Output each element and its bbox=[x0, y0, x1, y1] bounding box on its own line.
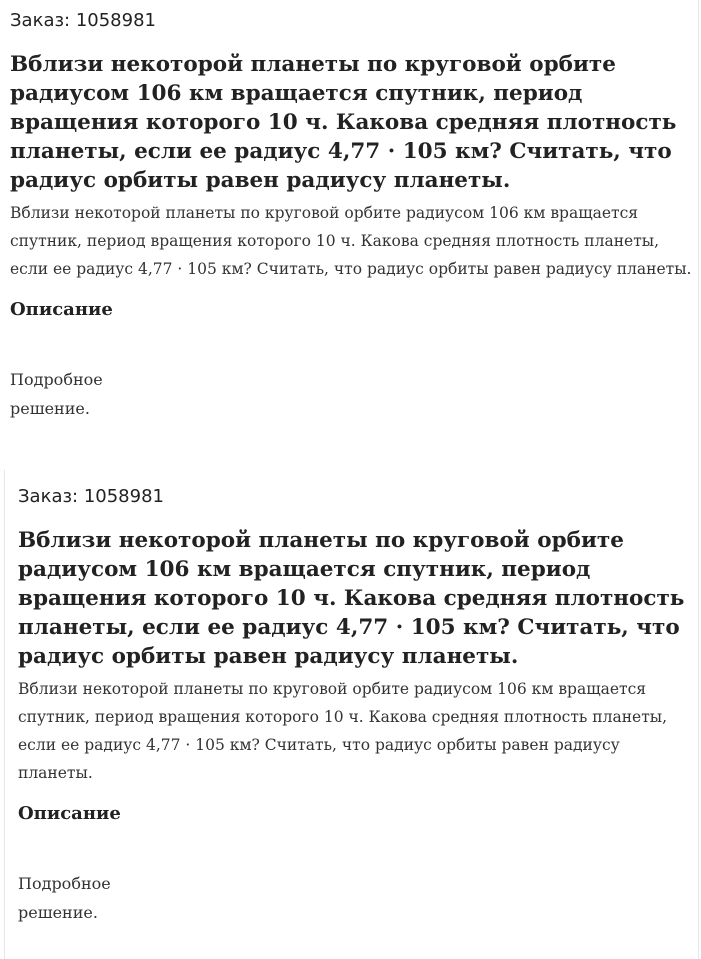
solution-note: Подробное решение. bbox=[10, 370, 103, 418]
task-description: Вблизи некоторой планеты по круговой орбите радиусом 106 км вращается спутник, период вращения которого 10 ч. Какова средняя плотность планеты, если ее радиус 4,77 · 105 км? Считать, что радиус орбиты равен радиусу планеты. bbox=[10, 204, 692, 278]
order-card-2 bbox=[18, 484, 698, 927]
task-description: Вблизи некоторой планеты по круговой орбите радиусом 106 км вращается спутник, период вращения которого 10 ч. Какова средняя плотность планеты, если ее радиус 4,77 · 105 км? Считать, что радиус орбиты равен радиусу планеты. bbox=[18, 680, 668, 782]
order-number: Заказ: 1058981 bbox=[10, 10, 156, 31]
page-border-right bbox=[698, 0, 699, 959]
task-title: Вблизи некоторой планеты по круговой орбите радиусом 106 км вращается спутник, период вращения которого 10 ч. Какова средняя плотность планеты, если ее радиус 4,77 · 105 км? Считать, что радиус орбиты равен радиусу планеты. bbox=[18, 528, 685, 669]
solution-note: Подробное решение. bbox=[18, 874, 111, 922]
description-heading: Описание bbox=[18, 803, 121, 824]
order-number: Заказ: 1058981 bbox=[18, 486, 164, 507]
inner-card-border-left bbox=[4, 470, 5, 959]
order-card-1 bbox=[10, 8, 698, 423]
description-heading: Описание bbox=[10, 299, 113, 320]
task-title: Вблизи некоторой планеты по круговой орбите радиусом 106 км вращается спутник, период вращения которого 10 ч. Какова средняя плотность планеты, если ее радиус 4,77 · 105 км? Считать, что радиус орбиты равен радиусу планеты. bbox=[10, 52, 677, 193]
